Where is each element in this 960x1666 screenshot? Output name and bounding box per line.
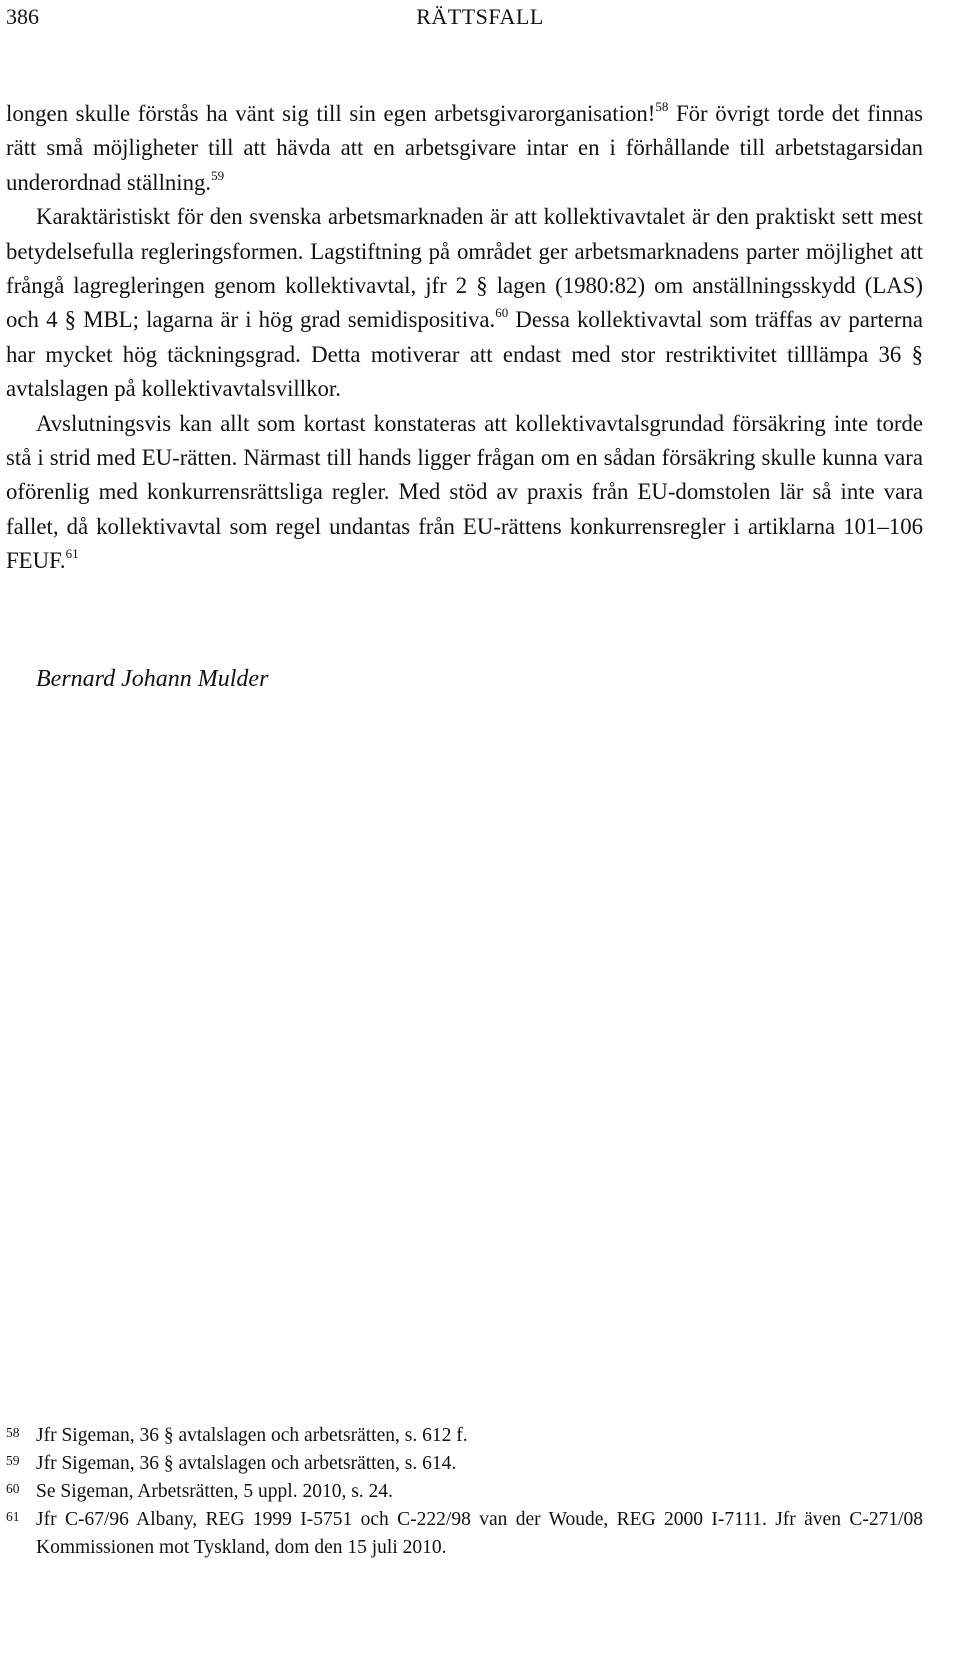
footnote-text: Jfr Sigeman, 36 § avtalslagen och arbetsrätten, s. 612 f. (36, 1425, 468, 1446)
body-text (6, 97, 923, 579)
page-number: 386 (6, 4, 39, 29)
paragraph-2-text-b: Dessa kollektivavtal som träffas av parterna har mycket hög täckningsgrad. Detta motiverar att endast med stor restriktivitet tilllämpa 36 § avtalslagen på kollektivavtalsvillkor. (6, 307, 924, 402)
paragraph-1-text-b: För övrigt torde det finnas rätt små möjligheter till att hävda att en arbetsgivare intar en i förhållande till arbetstagarsidan underordnad ställning. (6, 101, 923, 195)
footnote-ref-59[interactable]: 59 (211, 167, 225, 183)
footnote-number: 61 (6, 1509, 20, 1524)
footnote-ref-61[interactable]: 61 (65, 546, 79, 562)
footnote-number: 59 (6, 1453, 20, 1468)
footnote-61 (6, 1506, 923, 1562)
page-header (0, 4, 960, 38)
author-signature: Bernard Johann Mulder (36, 666, 269, 692)
paragraph-3-text-a: Avslutningsvis kan allt som kortast konstateras att kollektivavtalsgrundad försäkring inte torde stå i strid med EU-rätten. Närmast till hands ligger frågan om en sådan försäkring skulle kunna vara oförenlig med konkurrensrättsliga regler. Med stöd av praxis från EU-domstolen lär så inte vara fallet, då kollektivavtal som regel undantas från EU-rättens konkurrensregler i artiklarna 101–106 FEUF. (6, 410, 923, 574)
footnote-ref-60[interactable]: 60 (495, 305, 509, 321)
footnote-text: Se Sigeman, Arbetsrätten, 5 uppl. 2010, s. 24. (36, 1481, 393, 1502)
paragraph-2-text-a: Karaktäristiskt för den svenska arbetsmarknaden är att kollektivavtalet är den praktiskt sett mest betydelsefulla regleringsformen. Lagstiftning på området ger arbetsmarknadens parter möjlighet att frångå lagregleringen genom kollektivavtal, jfr 2 § lagen (1980:82) om anställningsskydd (LAS) och 4 § MBL; lagarna är i hög grad semidispositiva. (6, 204, 923, 333)
footnote-59 (6, 1450, 923, 1478)
running-head: RÄTTSFALL (416, 4, 544, 29)
footnote-text: Jfr Sigeman, 36 § avtalslagen och arbetsrätten, s. 614. (36, 1453, 457, 1474)
paragraph-3 (6, 407, 923, 579)
paragraph-2 (6, 200, 923, 406)
paragraph-1-text-a: longen skulle förstås ha vänt sig till sin egen arbetsgivarorganisation! (6, 101, 656, 126)
footnote-ref-58[interactable]: 58 (655, 99, 669, 114)
footnote-number: 58 (6, 1425, 20, 1440)
footnote-text: Jfr C-67/96 Albany, REG 1999 I-5751 och C-222/98 van der Woude, REG 2000 I-7111. Jfr även C-271/08 Kommissionen mot Tyskland, dom den 15 juli 2010. (36, 1509, 923, 1558)
footnote-58 (6, 1422, 923, 1450)
footnote-60 (6, 1478, 923, 1506)
paragraph-1 (6, 97, 923, 200)
footnotes (6, 1422, 923, 1562)
footnote-number: 60 (6, 1481, 20, 1496)
